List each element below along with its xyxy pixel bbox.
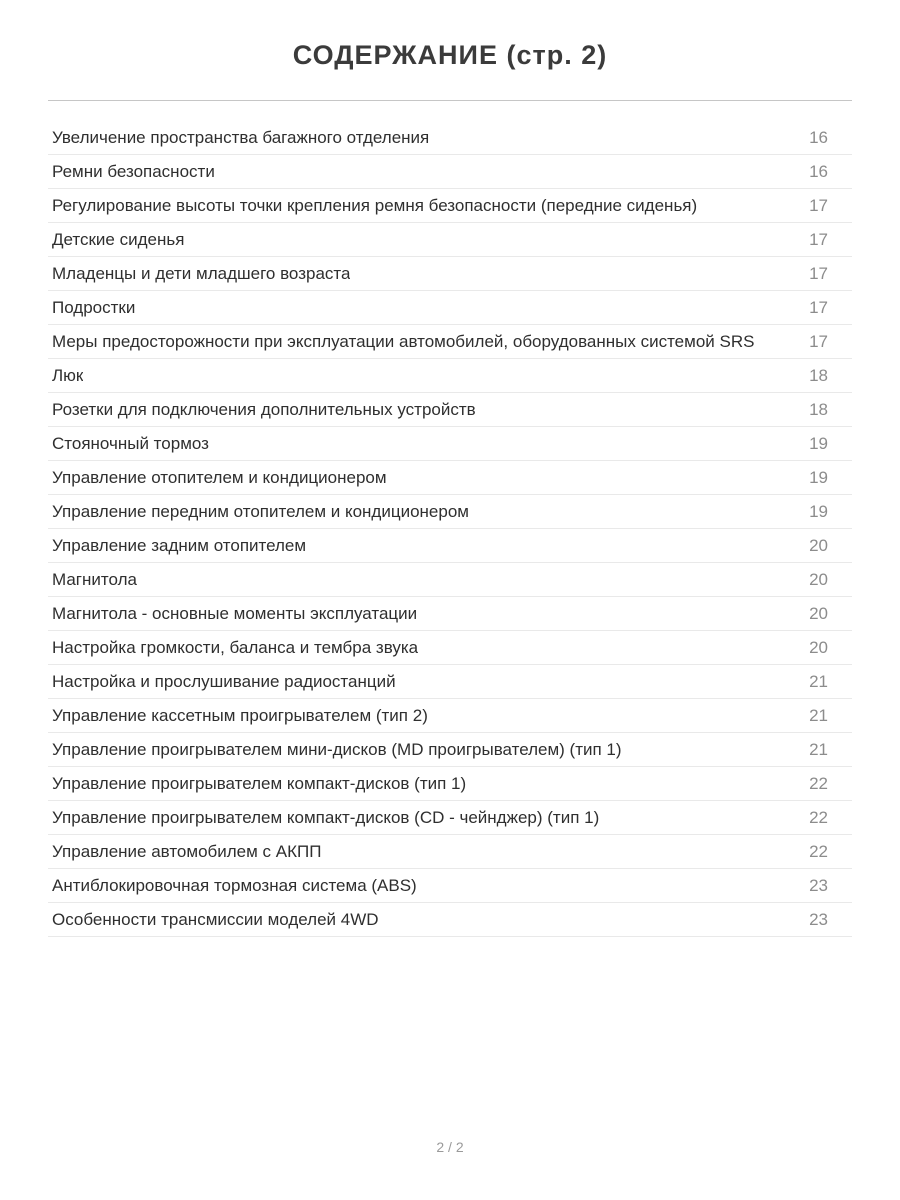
toc-entry-label: Антиблокировочная тормозная система (ABS)	[52, 875, 417, 895]
toc-row[interactable]	[48, 223, 852, 257]
toc-entry-label: Магнитола	[52, 569, 137, 589]
toc-entry-label: Настройка громкости, баланса и тембра звука	[52, 637, 419, 657]
toc-row[interactable]	[48, 257, 852, 291]
toc-row[interactable]	[48, 359, 852, 393]
toc-row[interactable]	[48, 801, 852, 835]
toc-row[interactable]	[48, 325, 852, 359]
toc-row[interactable]	[48, 563, 852, 597]
toc-entry-page-number: 16	[809, 127, 828, 147]
toc-entry-label: Управление автомобилем с АКПП	[52, 841, 322, 861]
toc-row[interactable]	[48, 597, 852, 631]
toc-row[interactable]	[48, 121, 852, 155]
toc-entry-page-number: 20	[809, 637, 828, 657]
toc-entry-page-number: 22	[809, 773, 828, 793]
toc-entry-page-number: 17	[809, 331, 828, 351]
toc-row[interactable]	[48, 869, 852, 903]
toc-entry-label: Особенности трансмиссии моделей 4WD	[52, 909, 379, 929]
toc-entry-page-number: 19	[809, 467, 828, 487]
toc-entry-page-number: 19	[809, 433, 828, 453]
toc-entry-label: Меры предосторожности при эксплуатации автомобилей, оборудованных системой SRS	[52, 331, 755, 351]
toc-entry-page-number: 22	[809, 807, 828, 827]
toc-row[interactable]	[48, 155, 852, 189]
toc-entry-label: Ремни безопасности	[52, 161, 215, 181]
page-title: СОДЕРЖАНИЕ (стр. 2)	[292, 40, 608, 70]
toc-entry-page-number: 21	[809, 671, 828, 691]
toc-row[interactable]	[48, 699, 852, 733]
toc-entry-label: Розетки для подключения дополнительных устройств	[52, 399, 476, 419]
toc-entry-label: Увеличение пространства багажного отделения	[52, 127, 430, 147]
toc-row[interactable]	[48, 835, 852, 869]
toc-row[interactable]	[48, 529, 852, 563]
toc-entry-page-number: 17	[809, 263, 828, 283]
toc-entry-label: Люк	[52, 365, 84, 385]
toc-entry-page-number: 18	[809, 365, 828, 385]
toc-entry-label: Магнитола - основные моменты эксплуатации	[52, 603, 418, 623]
toc-entry-page-number: 23	[809, 875, 828, 895]
toc-entry-page-number: 16	[809, 161, 828, 181]
pagination-indicator: 2 / 2	[436, 1139, 464, 1155]
toc-entry-page-number: 20	[809, 535, 828, 555]
toc-entry-label: Настройка и прослушивание радиостанций	[52, 671, 396, 691]
toc-row[interactable]	[48, 665, 852, 699]
toc-row[interactable]	[48, 903, 852, 937]
toc-entry-label: Управление проигрывателем компакт-дисков (CD - чейнджер) (тип 1)	[52, 807, 600, 827]
toc-entry-page-number: 21	[809, 705, 828, 725]
toc-entry-label: Управление проигрывателем компакт-дисков (тип 1)	[52, 773, 467, 793]
toc-row[interactable]	[48, 631, 852, 665]
toc-entry-label: Регулирование высоты точки крепления ремня безопасности (передние сиденья)	[52, 195, 698, 215]
toc-entry-page-number: 22	[809, 841, 828, 861]
toc-row[interactable]	[48, 767, 852, 801]
toc-entry-page-number: 17	[809, 297, 828, 317]
toc-entry-label: Детские сиденья	[52, 229, 185, 249]
toc-entry-page-number: 17	[809, 229, 828, 249]
header-divider	[48, 100, 852, 101]
toc-entry-page-number: 20	[809, 603, 828, 623]
toc-row[interactable]	[48, 495, 852, 529]
toc-entry-label: Управление отопителем и кондиционером	[52, 467, 387, 487]
page-header	[0, 0, 900, 70]
toc-row[interactable]	[48, 461, 852, 495]
toc-list	[48, 121, 852, 937]
toc-entry-label: Подростки	[52, 297, 136, 317]
toc-row[interactable]	[48, 291, 852, 325]
toc-entry-page-number: 17	[809, 195, 828, 215]
toc-entry-label: Младенцы и дети младшего возраста	[52, 263, 351, 283]
toc-entry-page-number: 23	[809, 909, 828, 929]
toc-entry-label: Управление проигрывателем мини-дисков (MD проигрывателем) (тип 1)	[52, 739, 622, 759]
toc-entry-page-number: 20	[809, 569, 828, 589]
toc-entry-page-number: 21	[809, 739, 828, 759]
toc-row[interactable]	[48, 733, 852, 767]
toc-row[interactable]	[48, 427, 852, 461]
toc-row[interactable]	[48, 189, 852, 223]
toc-entry-page-number: 18	[809, 399, 828, 419]
toc-entry-page-number: 19	[809, 501, 828, 521]
toc-entry-label: Управление передним отопителем и кондиционером	[52, 501, 469, 521]
toc-entry-label: Стояночный тормоз	[52, 433, 209, 453]
toc-entry-label: Управление задним отопителем	[52, 535, 307, 555]
toc-row[interactable]	[48, 393, 852, 427]
toc-entry-label: Управление кассетным проигрывателем (тип 2)	[52, 705, 428, 725]
